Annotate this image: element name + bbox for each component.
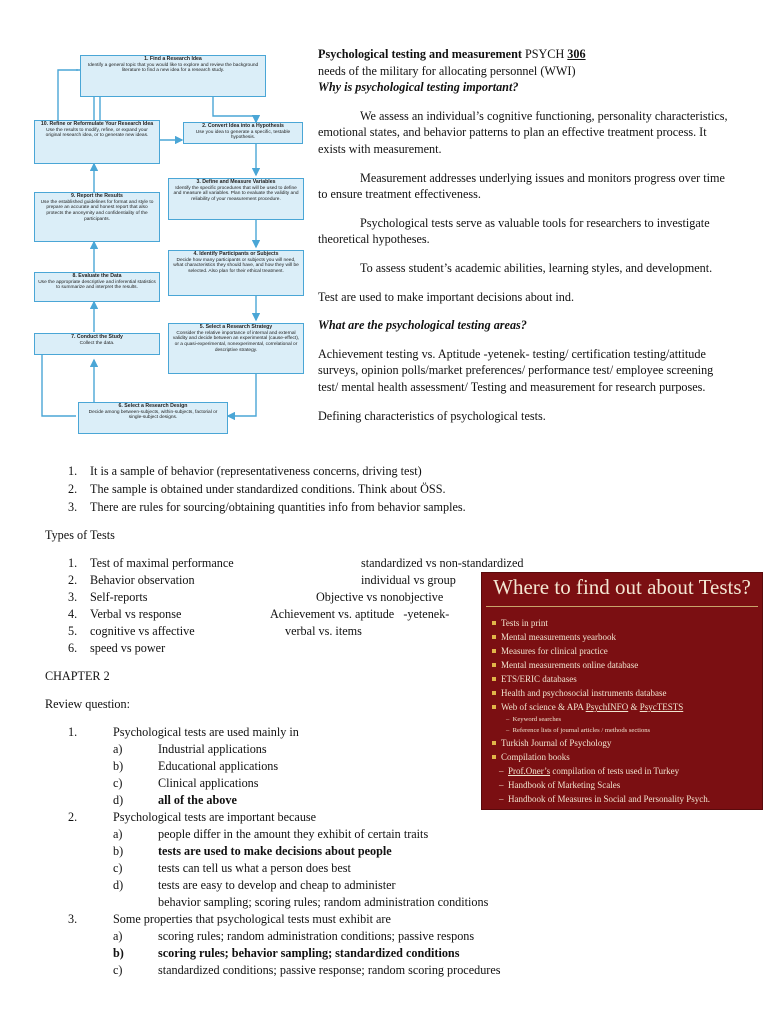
paragraph-decisions: Test are used to make important decisions about ind.	[318, 289, 575, 304]
step-title: 7. Conduct the Study	[71, 334, 123, 340]
slide-subitem: – Reference lists of journal articles / methods sections	[506, 727, 651, 734]
list-number: 4.	[68, 607, 78, 621]
step-desc: Identify a general topic that you would like to explore and review the background literature to find a new idea for a research study.	[87, 62, 259, 74]
step-title: 4. Identify Participants or Subjects	[193, 251, 279, 257]
question-text: Psychological tests are used mainly in	[113, 725, 299, 739]
slide-subitem: – Handbook of Marketing Scales	[499, 780, 621, 790]
question-text: Psychological tests are important because	[113, 810, 317, 824]
square-bullet-icon	[492, 705, 496, 709]
list-item: Verbal vs response	[90, 607, 182, 621]
list-item: It is a sample of behavior (representativeness concerns, driving test)	[90, 464, 422, 478]
course-heading	[318, 46, 728, 63]
step-title: 8. Evaluate the Data	[72, 273, 122, 279]
list-item-contrast: Objective vs nonobjective	[316, 590, 444, 604]
option-letter: a)	[113, 827, 123, 841]
option-letter: c)	[113, 861, 123, 875]
correct-option-text: all of the above	[158, 793, 237, 807]
list-item-contrast: individual vs group	[361, 573, 456, 587]
option-text: people differ in the amount they exhibit of certain traits	[158, 827, 429, 841]
list-item: cognitive vs affective	[90, 624, 195, 638]
square-bullet-icon	[492, 691, 496, 695]
option-letter: a)	[113, 742, 123, 756]
flow-step-9	[34, 192, 160, 242]
slide-item: Health and psychosocial instruments database	[492, 688, 666, 698]
slide-divider	[486, 606, 758, 607]
flow-step-2	[183, 122, 303, 144]
psychinfo-link[interactable]: PsychINFO	[585, 702, 629, 712]
option-letter: b)	[113, 759, 124, 773]
step-title: 9. Report the Results	[71, 193, 123, 199]
list-item-contrast: verbal vs. items	[285, 624, 362, 638]
list-item: 2.	[68, 482, 78, 496]
list-item-contrast: standardized vs non-standardized	[361, 556, 524, 570]
step-desc: Decide among between-subjects, within-subjects, factorial or single-subject designs.	[88, 409, 218, 421]
list-number: 2.	[68, 573, 78, 587]
list-number: 5.	[68, 624, 78, 638]
where-to-find-tests-slide	[481, 572, 763, 810]
flow-step-3	[168, 178, 304, 220]
slide-title: Where to find out about Tests?	[493, 575, 751, 599]
flow-step-5	[168, 323, 304, 374]
types-heading: Types of Tests	[45, 528, 115, 542]
flow-step-10	[34, 120, 160, 164]
list-item: 3.	[68, 500, 78, 514]
square-bullet-icon	[492, 755, 496, 759]
chapter-heading: CHAPTER 2	[45, 669, 110, 683]
flow-step-6	[78, 402, 228, 434]
option-letter: d)	[113, 878, 124, 892]
slide-item: Mental measurements yearbook	[492, 632, 616, 642]
psyctests-link[interactable]: PsycTESTS	[639, 702, 684, 712]
flow-step-8	[34, 272, 160, 302]
square-bullet-icon	[492, 621, 496, 625]
course-number: 306	[567, 47, 586, 61]
option-text: Industrial applications	[158, 742, 267, 756]
list-item: There are rules for sourcing/obtaining quantities info from behavior samples.	[90, 500, 466, 514]
list-item: 1.	[68, 464, 78, 478]
option-letter: b)	[113, 946, 124, 960]
list-item: Self-reports	[90, 590, 148, 604]
prof-oner-link[interactable]: Prof.Oner’s	[508, 766, 551, 776]
correct-option-text: tests are used to make decisions about people	[158, 844, 392, 858]
step-title: 2. Convert Idea into a Hypothesis	[202, 123, 284, 129]
step-desc: Identify the specific procedures that will be used to define and measure all variables. Plan to evaluate the validity and reliability of your measurement procedure.	[173, 185, 299, 202]
question-areas: What are the psychological testing areas?	[318, 318, 527, 333]
step-desc: Use the established guidelines for format and style to prepare an accurate and honest report that also protects the anonymity and confidentiality of the participants.	[40, 199, 154, 222]
research-process-flowchart	[28, 40, 306, 445]
option-text: Clinical applications	[158, 776, 259, 790]
paragraph-students: To assess student’s academic abilities, learning styles, and development.	[360, 260, 713, 275]
step-desc: Decide how many participants or subjects you will need, what characteristics they should have, and how they will be selected. Also plan for their ethical treatment.	[173, 257, 299, 274]
paragraph-measurement: Measurement addresses underlying issues and monitors progress over time to ensure treatment effectiveness.	[318, 170, 725, 202]
step-desc: Use you idea to generate a specific, testable hypothesis.	[195, 129, 291, 141]
history-note: needs of the military for allocating personnel (WWI)	[318, 63, 576, 78]
intro-text-column	[318, 46, 728, 424]
option-text: Educational applications	[158, 759, 279, 773]
square-bullet-icon	[492, 741, 496, 745]
option-letter: d)	[113, 793, 124, 807]
step-title: 10. Refine or Reformulate Your Research Idea	[40, 121, 154, 127]
option-text: standardized conditions; passive response; random scoring procedures	[158, 963, 501, 977]
step-title: 1. Find a Research Idea	[144, 56, 202, 62]
square-bullet-icon	[492, 649, 496, 653]
course-title: Psychological testing and measurement	[318, 47, 522, 61]
list-item: speed vs power	[90, 641, 166, 655]
step-title: 6. Select a Research Design	[118, 403, 188, 409]
slide-subitem: – Keyword searches	[506, 716, 562, 723]
list-number: 6.	[68, 641, 78, 655]
slide-item: Turkish Journal of Psychology	[492, 738, 611, 748]
square-bullet-icon	[492, 677, 496, 681]
list-number: 3.	[68, 590, 78, 604]
question-number: 3.	[68, 912, 78, 926]
slide-item-web: Web of science & APA PsychINFO & PsycTESTS	[492, 702, 683, 712]
course-code: PSYCH	[524, 47, 565, 61]
square-bullet-icon	[492, 663, 496, 667]
slide-subitem: – Handbook of Measures in Social and Personality Psych.	[499, 794, 710, 804]
correct-option-text: scoring rules; behavior sampling; standardized conditions	[158, 946, 460, 960]
review-heading: Review question:	[45, 697, 130, 711]
question-note: behavior sampling; scoring rules; random administration conditions	[158, 895, 489, 909]
slide-item: Mental measurements online database	[492, 660, 638, 670]
option-text: tests can tell us what a person does best	[158, 861, 351, 875]
list-item: The sample is obtained under standardized conditions. Think about ÖSS.	[90, 482, 446, 496]
slide-item: Measures for clinical practice	[492, 646, 608, 656]
step-desc: Consider the relative importance of internal and external validity and decide between an experimental (cause-effect), or a quasi-experimental, nonexperimental, correlational or descriptive strategy.	[172, 330, 300, 353]
square-bullet-icon	[492, 635, 496, 639]
paragraph-areas: Achievement testing vs. Aptitude -yetenek- testing/ certification testing/attitude surveys, opinion polls/market preferences/ performance test/ employee screening test/ mental health assessment/ Testing and measurement for research purposes.	[318, 346, 714, 394]
step-desc: Collect the data.	[79, 340, 115, 346]
slide-item: Compilation books	[492, 752, 570, 762]
paragraph-defining: Defining characteristics of psychological tests.	[318, 408, 546, 423]
paragraph-assess: We assess an individual’s cognitive functioning, personality characteristics, emotional states, and behavior patterns to plan an effective treatment process. It exists with measurement.	[318, 108, 728, 156]
slide-subitem: – Prof.Oner’s compilation of tests used in Turkey	[499, 766, 680, 776]
option-letter: c)	[113, 963, 123, 977]
step-title: 3. Define and Measure Variables	[196, 179, 276, 185]
option-text: tests are easy to develop and cheap to administer	[158, 878, 396, 892]
list-number: 1.	[68, 556, 78, 570]
step-desc: Use the appropriate descriptive and inferential statistics to summarize and interpret the results.	[38, 279, 156, 291]
flow-step-1	[80, 55, 266, 97]
flow-step-7	[34, 333, 160, 355]
step-title: 5. Select a Research Strategy	[199, 324, 273, 330]
list-item: Behavior observation	[90, 573, 195, 587]
question-importance: Why is psychological testing important?	[318, 80, 519, 95]
paragraph-research: Psychological tests serve as valuable tools for researchers to investigate theoretical hypotheses.	[318, 215, 710, 247]
list-item: Test of maximal performance	[90, 556, 234, 570]
option-letter: a)	[113, 929, 123, 943]
list-item-contrast: Achievement vs. aptitude -yetenek-	[270, 607, 450, 621]
option-text: scoring rules; random administration conditions; passive respons	[158, 929, 475, 943]
question-number: 1.	[68, 725, 78, 739]
slide-item: ETS/ERIC databases	[492, 674, 577, 684]
slide-item: Tests in print	[492, 618, 548, 628]
question-number: 2.	[68, 810, 78, 824]
question-text: Some properties that psychological tests must exhibit are	[113, 912, 391, 926]
option-letter: c)	[113, 776, 123, 790]
flow-step-4	[168, 250, 304, 296]
step-desc: Use the results to modify, refine, or expand your original research idea, or to generate new ideas.	[45, 127, 149, 139]
option-letter: b)	[113, 844, 124, 858]
